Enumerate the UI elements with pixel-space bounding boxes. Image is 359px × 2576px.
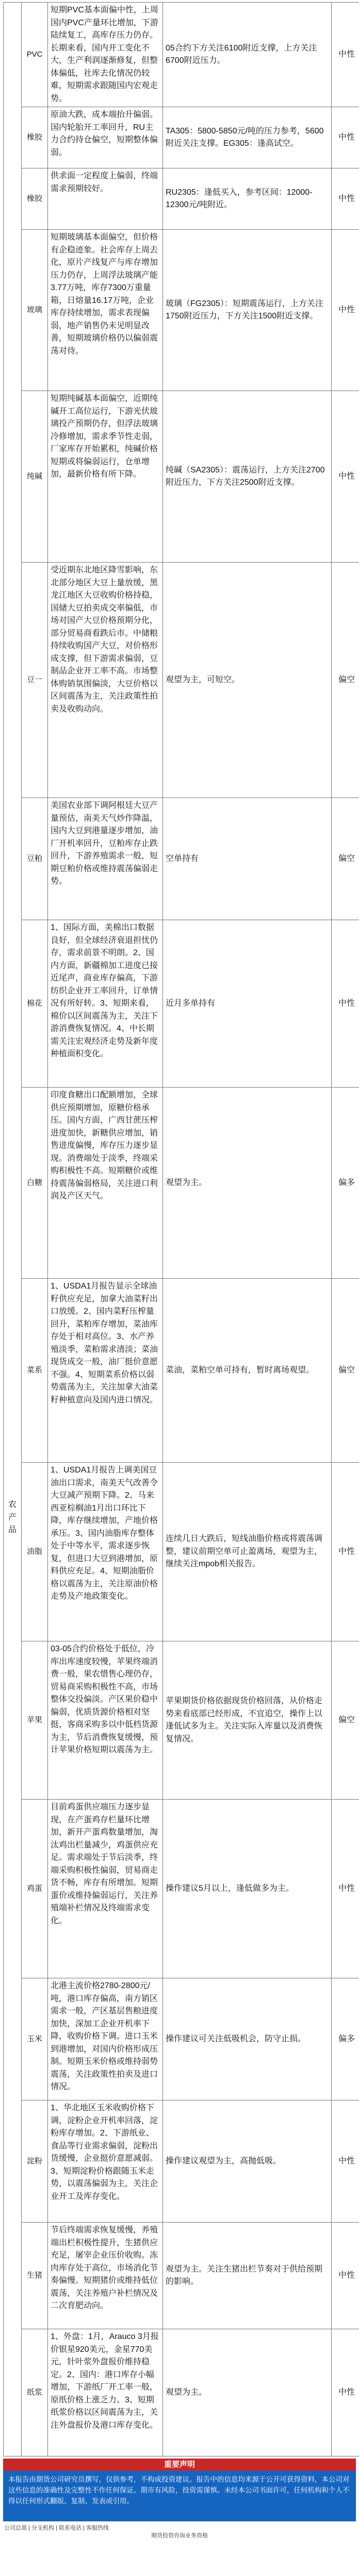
analysis-cell: 受近期东北地区降雪影响，东北部分地区大豆上量放缓，黑龙江地区大豆收购价格持稳，国储大豆拍卖成交率偏低，市场对国产大豆价格预期分化，部分贸易商看跌后市。中储粮持续收购国产大豆，对价格形成支撑，但下游需求偏弱，豆制品企业开工率不高。市场整体购销氛围偏淡，大豆价格以区间震荡为主，关注政策性拍卖及收购动向。 [48,563,163,798]
analysis-cell: 短期纯碱基本面偏空，近期纯碱开工高位运行，下游光伏玻璃投产预期仍存，但浮法玻璃冷修增加，需求季节性走弱，厂家库存开始累积，纯碱价格短期或将偏弱运行，仓单增加，最新价格有所下降。 [48,391,163,563]
analysis-cell: 短期PVC基本面偏中性，上周国内PVC产量环比增加，下游陆续复工，高库存压力仍存。长期来看，国内开工变化不大，生产利润逐渐修复，但整体偏低，社库去化情况仍较难，短期需求跟随国内宏观走势。 [48,3,163,107]
commodity-name: 玉米 [22,1978,48,2100]
table-row-hog [4,2223,359,2329]
commodity-name: 纸浆 [22,2329,48,2456]
analysis-cell: 1、USDA1月报告显示全球油籽供应充足，加拿大油菜籽出口放缓。2、国内菜籽压榨量回升，菜粕库存增加，菜油库存处于相对高位。3、水产养殖淡季，菜粕需求清淡；菜油现货成交一般，油厂挺价意愿不强。4、短期菜系价格以弱势震荡为主，关注加拿大油菜籽种植意向及国内进口情况。 [48,1279,163,1463]
outlook-cell: 中性 [332,107,359,168]
analysis-cell: 节后终端需求恢复缓慢，养殖端出栏积极性提升，生猪供应充足，屠宰企业压价收购。冻肉库存处于高位，市场消化节奏偏慢。短期猪价或维持低位震荡，关注养殖户补栏情况及二次育肥动向。 [48,2223,163,2329]
ops-cell: 观望为主，可短空。 [163,563,332,798]
commodity-name: 油脂 [22,1463,48,1641]
table-row-rubber-a [4,107,359,168]
footer [3,2521,356,2540]
outlook-cell: 中性 [332,1800,359,1978]
ops-cell: 近月多单持有 [163,920,332,1088]
ops-cell: 观望为主。 [163,2329,332,2456]
commodity-name: 苹果 [22,1641,48,1800]
table-row-soybean [4,563,359,798]
outlook-cell: 中性 [332,1463,359,1641]
research-table [3,2,359,2456]
ops-cell: 操作建议可关注低吸机会，防守止损。 [163,1978,332,2100]
commodity-name: 橡胶 [22,168,48,230]
commodity-name: 棉花 [22,920,48,1088]
outlook-cell: 偏多 [332,1978,359,2100]
outlook-cell: 中性 [332,2100,359,2223]
category-label: 农产品 [8,1500,17,1535]
outlook-cell: 偏多 [332,1088,359,1279]
analysis-cell: 北港主流价格2780-2800元/吨，港口库存偏高，南方销区需求一般，产区基层售粮进度加快，深加工企业开机率下降，收购价格下调。进口玉米到港增加，对国内价格形成压制。短期玉米价格或维持弱势震荡，关注政策性拍卖及进口情况。 [48,1978,163,2100]
ops-cell: 05合约下方关注6100附近支撑，上方关注6700附近压力。 [163,3,332,107]
outlook-cell: 偏空 [332,1279,359,1463]
ops-cell: 纯碱（SA2305）：震荡运行，上方关注2700附近压力，下方关注2500附近支撑。 [163,391,332,563]
footer-license: 期货投资咨询业务资格 [151,2533,208,2539]
commodity-name: 菜系 [22,1279,48,1463]
table-row-pulp [4,2329,359,2456]
outlook-cell: 中性 [332,2329,359,2456]
outlook-cell: 中性 [332,920,359,1088]
outlook-cell: 偏空 [332,798,359,920]
table-row-apple [4,1641,359,1800]
table-row-corn [4,1978,359,2100]
analysis-cell: 印度食糖出口配额增加，全球供应预期增加，原糖价格承压。国内方面，广西甘蔗压榨进度加快，新糖供应增加，销售进度偏慢，库存压力逐步显现。消费端处于淡季，终端采购积极性不高。短期糖价或维持震荡偏弱格局，关注进口利润及产区天气。 [48,1088,163,1279]
analysis-cell: 短期玻璃基本面偏空，但价格有企稳迹象。社会库存上周去化，原片产线复产与库存增加压力仍存，上周浮法玻璃产能3.77万吨，库存7300万重量箱，日熔量16.17万吨，企业库存持续增加，需求表现偏弱，地产销售仍未见明显改善，短期玻璃价格仍以偏弱震荡对待。 [48,230,163,391]
outlook-cell: 偏空 [332,1641,359,1800]
ops-cell: 观望为主。关注生猪出栏节奏对于供给预期的影响。 [163,2223,332,2329]
disclaimer-title: 重要声明 [3,2459,356,2471]
analysis-cell: 原油大跌，成本端抬升偏弱。国内轮胎开工率回升，RU主力合约持仓偏空，短期整体偏弱。 [48,107,163,168]
table-row-cotton [4,920,359,1088]
footer-contact: 公司总部 | 分支机构 | 联系电话 | 客服热线 [4,2525,109,2531]
outlook-cell: 中性 [332,3,359,107]
ops-cell: 菜油，菜粕空单可持有，暂时离场观望。 [163,1279,332,1463]
commodity-name: 豆粕 [22,798,48,920]
commodity-name: 生猪 [22,2223,48,2329]
ops-cell: 空单持有 [163,798,332,920]
table-row-rapeseed [4,1279,359,1463]
analysis-cell: 03-05合约价格处于低位，冷库出库速度较慢，苹果终端消费一般，果农惜售心理仍存，贸易商采购积极性不高，市场整体交投偏淡。产区果价稳中偏弱，优质货源价格相对坚挺，客商采购多以中低档货源为主，节后消费恢复缓慢，预计苹果价格短期以震荡为主。 [48,1641,163,1800]
table-row-rubber-b [4,168,359,230]
analysis-cell: 供求面一定程度上偏弱，终端需求预期较好。 [48,168,163,230]
commodity-name: 玻璃 [22,230,48,391]
outlook-cell: 中性 [332,2223,359,2329]
commodity-name: 橡胶 [22,107,48,168]
table-row-oils [4,1463,359,1641]
analysis-cell: 1、外盘：1月，Arauco 3月报价银星920美元，金星770美元，针叶浆外盘报价维持稳定。2、国内：港口库存小幅增加，下游纸厂开工率一般，原纸价格上涨乏力。3、短期纸浆价格以区间震荡为主，关注外盘报价及港口库存变化。 [48,2329,163,2456]
outlook-cell: 偏空 [332,563,359,798]
table-row-sugar [4,1088,359,1279]
commodity-name: 淀粉 [22,2100,48,2223]
analysis-cell: 1、华北地区玉米收购价格下调，淀粉企业开机率回落，淀粉库存增加。2、下游纸业、食品等行业需求偏弱，淀粉出货缓慢，企业挺价意愿减弱。3、短期淀粉价格跟随玉米走势，以震荡偏弱为主，关注企业开工及库存变化。 [48,2100,163,2223]
outlook-cell: 中性 [332,230,359,391]
analysis-cell: 1、USDA1月报告上调美国豆油出口需求，南美天气改善令大豆减产预期下降。2、马来西亚棕榈油1月出口环比下降，库存继续增加，产地价格承压。3、国内油脂库存整体处于中等水平，需求逐步恢复，但进口大豆到港增加，原料供应充足。4、短期油脂价格以震荡为主，关注原油价格走势及产地政策变化。 [48,1463,163,1641]
analysis-cell: 目前鸡蛋供应端压力逐步显现，在产蛋鸡存栏量环比增加，新开产蛋鸡数量增加，淘汰鸡出栏量减少，鸡蛋供应充足。需求端处于节后淡季，终端采购积极性偏弱，贸易商走货不畅，库存有所增加。短期蛋价或维持偏弱运行，关注养殖端补栏情况及终端需求变化。 [48,1800,163,1978]
outlook-cell: 中性 [332,391,359,563]
ops-cell: 苹果期货价格依据现货价格回落，从价格走势来看底部已经形成，不宜追空，操作上以逢低试多为主。关注实际入库量以及消费恢复情况。 [163,1641,332,1800]
table-row-soymeal [4,798,359,920]
ops-cell: 操作建议观望为主，高抛低吸。 [163,2100,332,2223]
table-row-egg [4,1800,359,1978]
table-row-pvc [4,3,359,107]
commodity-name: PVC [22,3,48,107]
ops-cell: RU2305：逢低买入，参考区间：12000-12300元/吨附近。 [163,168,332,230]
analysis-cell: 美国农业部下调阿根廷大豆产量预估，南美天气炒作降温，国内大豆到港量逐步增加，油厂开机率回升，豆粕库存止跌回升，下游养殖需求一般，短期豆粕价格或维持震荡偏弱走势。 [48,798,163,920]
disclaimer-body: 本报告由期货公司研究员撰写，仅供参考，不构成投资建议。报告中的信息均来源于公开可获得资料，本公司对这些信息的准确性及完整性不作任何保证。期市有风险，投资需谨慎。未经本公司书面许可，任何机构和个人不得以任何形式翻版、复制、发表或引用。 [3,2471,356,2521]
outlook-cell: 中性 [332,168,359,230]
category-cell [4,3,22,2456]
table-row-soda [4,391,359,563]
ops-cell: 操作建议5月以上，逢低做多为主。 [163,1800,332,1978]
analysis-cell: 1、国际方面，美棉出口数据良好，但全球经济衰退担忧仍存，需求前景不明朗。2、国内方面，新疆棉加工进度已接近尾声，商业库存偏高，下游纺织企业开工率回升，订单情况有所好转。3、短期来看，棉价以区间震荡为主，关注下游消费恢复情况。4、中长期需关注宏观经济走势及新年度种植面积变化。 [48,920,163,1088]
commodity-name: 白糖 [22,1088,48,1279]
table-row-glass [4,230,359,391]
commodity-name: 豆一 [22,563,48,798]
table-row-starch [4,2100,359,2223]
ops-cell: 连续几日大跌后，短线油脂价格或将震荡调整，建议前期空单可止盈离场，观望为主，继续关注mpob相关报告。 [163,1463,332,1641]
commodity-name: 鸡蛋 [22,1800,48,1978]
commodity-name: 纯碱 [22,391,48,563]
ops-cell: 玻璃（FG2305）：短期震荡运行，上方关注1750附近压力，下方关注1500附近支撑。 [163,230,332,391]
ops-cell: TA305：5800-5850元/吨的压力参考，5600附近关注支撑。EG305：逢高试空。 [163,107,332,168]
ops-cell: 观望为主。 [163,1088,332,1279]
